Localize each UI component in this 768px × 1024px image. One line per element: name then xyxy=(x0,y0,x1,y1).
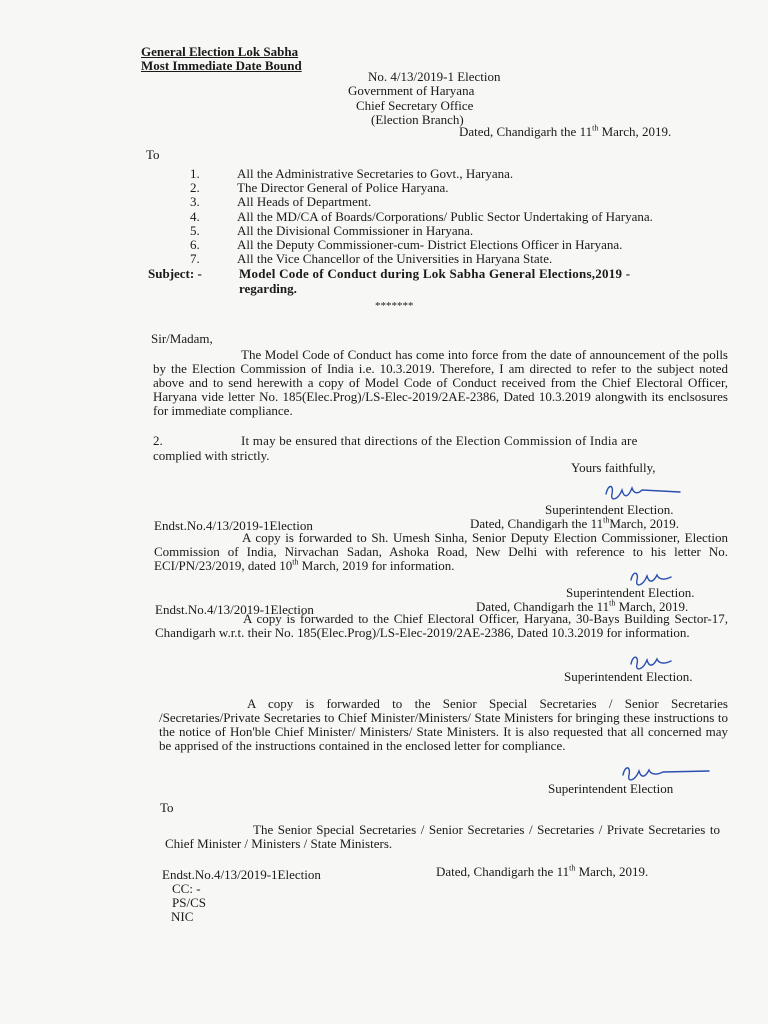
ref-dated: Dated, Chandigarh the 11th March, 2019. xyxy=(459,123,672,139)
endst-2-body: A copy is forwarded to the Chief Electoral Officer, Haryana, 30-Bays Building Sector-17, Chandigarh w.r.t. their No. 185(Elec.Prog)/LS-Elec-2019/2AE-2386, Dated 10.3.2019 for information. xyxy=(155,611,728,640)
header-line-2: Most Immediate Date Bound xyxy=(141,58,302,73)
subject-label: Subject: - xyxy=(148,266,202,281)
endst-2-sign: Superintendent Election. xyxy=(564,669,693,684)
list-item-number: 4. xyxy=(190,208,200,224)
endst-3-body: A copy is forwarded to the Senior Special Secretaries / Senior Secretaries /Secretaries/Private Secretaries to Chief Minister/Ministers/ State Ministers for bringing these instructions to the notice of Hon'ble Chief Minister/ Ministers/ State Ministers. It is also requested that all concerned may be apprised of the instructions contained in the enclosed letter for compliance. xyxy=(159,696,728,753)
ref-branch: (Election Branch) xyxy=(371,112,464,127)
to-2-body: The Senior Special Secretaries / Senior Secretaries / Secretaries / Private Secretaries to Chief Minister / Ministers / State Ministers. xyxy=(165,822,720,851)
endst-1-sign: Superintendent Election. xyxy=(566,585,695,600)
subject-line-2: regarding. xyxy=(239,281,297,296)
to-label: To xyxy=(146,147,160,162)
list-item-number: 1. xyxy=(190,166,200,181)
list-item-number: 7. xyxy=(190,251,200,267)
cc-item: CC: - xyxy=(172,881,201,896)
endst-2-dated: Dated, Chandigarh the 11th March, 2019. xyxy=(476,598,689,614)
list-item-text: All the Vice Chancellor of the Universities in Haryana State. xyxy=(237,251,553,267)
endst-1-dated: Dated, Chandigarh the 11thMarch, 2019. xyxy=(470,515,680,531)
list-item-number: 6. xyxy=(190,237,200,252)
endst-4-ref: Endst.No.4/13/2019-1Election xyxy=(162,867,321,882)
signature-title: Superintendent Election. xyxy=(545,502,674,517)
endst-4-dated: Dated, Chandigarh the 11th March, 2019. xyxy=(436,863,649,879)
separator: ******* xyxy=(375,300,414,312)
list-item-text: All the Deputy Commissioner-cum- District Elections Officer in Haryana. xyxy=(237,237,623,252)
closing: Yours faithfully, xyxy=(571,460,656,475)
endst-2-ref: Endst.No.4/13/2019-1Election xyxy=(155,602,314,617)
endst-3-sign: Superintendent Election xyxy=(548,781,674,796)
cc-item: NIC xyxy=(171,909,194,924)
list-item-text: All the Administrative Secretaries to Govt., Haryana. xyxy=(237,166,514,181)
ref-number: No. 4/13/2019-1 Election xyxy=(368,69,501,84)
endst-1-ref: Endst.No.4/13/2019-1Election xyxy=(154,518,313,533)
list-item-text: All Heads of Department. xyxy=(237,194,372,210)
ref-govt: Government of Haryana xyxy=(348,83,475,98)
paragraph-2-number: 2. xyxy=(153,433,163,448)
list-item-number: 3. xyxy=(190,194,200,210)
subject-line-1: Model Code of Conduct during Lok Sabha General Elections,2019 - xyxy=(239,266,631,281)
list-item-text: All the Divisional Commissioner in Haryana. xyxy=(237,222,474,238)
list-item-text: The Director General of Police Haryana. xyxy=(237,180,449,196)
list-item-text: All the MD/CA of Boards/Corporations/ Public Sector Undertaking of Haryana. xyxy=(237,208,653,224)
cc-item: PS/CS xyxy=(172,895,206,910)
paragraph-2-line-1: It may be ensured that directions of the Election Commission of India are xyxy=(241,433,638,448)
salutation: Sir/Madam, xyxy=(151,331,213,346)
to-2-label: To xyxy=(160,800,174,815)
paragraph-1: The Model Code of Conduct has come into force from the date of announcement of the polls by the Election Commission of India i.e. 10.3.2019. Therefore, I am directed to refer to the subject noted above and to send herewith a copy of Model Code of Conduct received from the Chief Electoral Officer, Haryana vide letter No. 185(Elec.Prog)/LS-Elec-2019/2AE-2386, Dated 10.3.2019 alongwith its enclsosures for immediate compliance. xyxy=(153,347,728,418)
ref-office: Chief Secretary Office xyxy=(356,98,474,113)
list-item-number: 5. xyxy=(190,222,200,238)
header-line-1: General Election Lok Sabha xyxy=(141,44,299,59)
endst-1-body: A copy is forwarded to Sh. Umesh Sinha, Senior Deputy Election Commissioner, Election Commission of India, Nirvachan Sadan, Ashoka Road, New Delhi with reference to his letter No. ECI/PN/23/2019, dated 10th March, 2019 for information. xyxy=(154,530,728,573)
list-item-number: 2. xyxy=(190,180,200,196)
paragraph-2-line-2: complied with strictly. xyxy=(153,448,270,463)
